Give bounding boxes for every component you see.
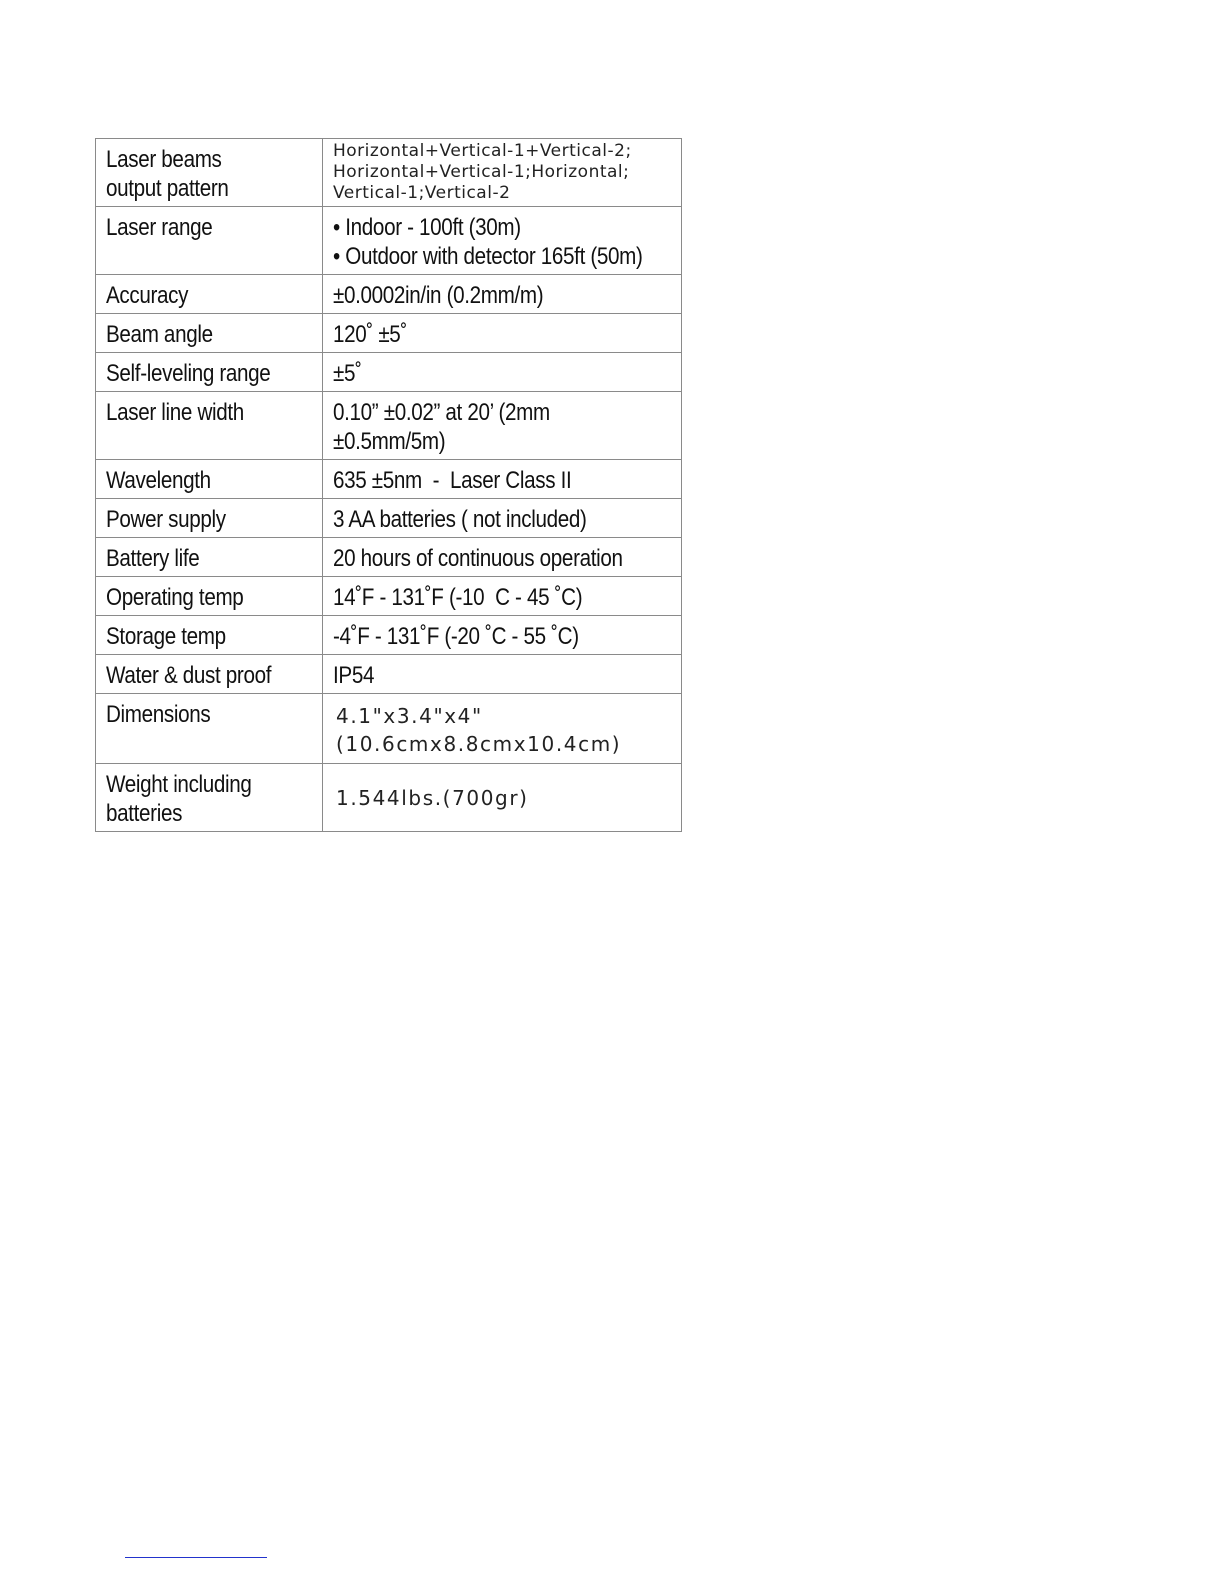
spec-label-text: Laser range: [106, 214, 213, 241]
spec-value-line: Horizontal+Vertical-1+Vertical-2;: [333, 141, 632, 161]
spec-label: [96, 392, 323, 460]
spec-table: [95, 138, 682, 832]
spec-label-text: Operating temp: [106, 584, 244, 611]
spec-row-laser-line-width: [96, 392, 682, 460]
spec-label-text: Accuracy: [106, 282, 189, 309]
spec-row-power-supply: [96, 499, 682, 538]
spec-label-text: Laser line width: [106, 399, 244, 426]
spec-value: [323, 460, 682, 499]
spec-label: [96, 655, 323, 694]
spec-value: [323, 353, 682, 392]
spec-label: [96, 139, 323, 207]
spec-row-accuracy: [96, 275, 682, 314]
spec-value-line: Vertical-1;Vertical-2: [333, 183, 511, 203]
spec-row-water-dust-proof: [96, 655, 682, 694]
spec-label-text: Power supply: [106, 506, 226, 533]
spec-label-text: Beam angle: [106, 321, 213, 348]
spec-row-self-leveling-range: [96, 353, 682, 392]
spec-row-beam-angle: [96, 314, 682, 353]
spec-value-text: ±0.0002in/in (0.2mm/m): [333, 282, 544, 309]
spec-value-text: 120˚ ±5˚: [333, 321, 407, 348]
spec-value: [323, 275, 682, 314]
spec-value-text: IP54: [333, 662, 375, 689]
spec-value: [323, 139, 682, 207]
spec-label: [96, 499, 323, 538]
spec-value-text: 14˚F - 131˚F (-10 C - 45 ˚C): [333, 584, 583, 611]
spec-value: [323, 764, 682, 832]
spec-label: [96, 577, 323, 616]
spec-value: [323, 207, 682, 275]
spec-row-weight-including-batteries: [96, 764, 682, 832]
spec-label-text: Self-leveling range: [106, 360, 271, 387]
spec-value-line: 0.10” ±0.02” at 20’ (2mm: [333, 399, 550, 426]
spec-value-line: • Outdoor with detector 165ft (50m): [333, 243, 643, 270]
spec-label: [96, 207, 323, 275]
spec-label-text: Wavelength: [106, 467, 211, 494]
spec-value: [323, 694, 682, 764]
spec-label: [96, 460, 323, 499]
spec-row-operating-temp: [96, 577, 682, 616]
spec-label: [96, 764, 323, 832]
spec-value-line: ±0.5mm/5m): [333, 428, 446, 455]
spec-value: [323, 499, 682, 538]
spec-value: [323, 616, 682, 655]
spec-row-storage-temp: [96, 616, 682, 655]
spec-value-text: 1.544lbs.(700gr): [336, 786, 529, 810]
spec-row-laser-beams-output-pattern: [96, 139, 682, 207]
spec-label: [96, 616, 323, 655]
spec-row-dimensions: [96, 694, 682, 764]
spec-label-line: output pattern: [106, 175, 229, 202]
spec-label: [96, 353, 323, 392]
spec-label: [96, 538, 323, 577]
spec-value-text: 20 hours of continuous operation: [333, 545, 623, 572]
spec-row-battery-life: [96, 538, 682, 577]
spec-label-text: Water & dust proof: [106, 662, 272, 689]
spec-value-line: 4.1"x3.4"x4": [336, 704, 483, 728]
spec-label: [96, 694, 323, 764]
spec-value-text: 3 AA batteries ( not included): [333, 506, 587, 533]
spec-value-text: 635 ±5nm - Laser Class II: [333, 467, 572, 494]
spec-value-line: • Indoor - 100ft (30m): [333, 214, 521, 241]
spec-label-line: Laser beams: [106, 146, 222, 173]
spec-label: [96, 275, 323, 314]
spec-row-wavelength: [96, 460, 682, 499]
spec-label-text: Battery life: [106, 545, 200, 572]
spec-value-line: (10.6cmx8.8cmx10.4cm): [336, 732, 622, 756]
spec-value: [323, 314, 682, 353]
spec-value: [323, 577, 682, 616]
spec-row-laser-range: [96, 207, 682, 275]
footer-link-underline[interactable]: [125, 1557, 267, 1558]
spec-label-text: Storage temp: [106, 623, 226, 650]
spec-value: [323, 538, 682, 577]
spec-value-text: ±5˚: [333, 360, 362, 387]
spec-value-line: Horizontal+Vertical-1;Horizontal;: [333, 162, 630, 182]
spec-label-line: Weight including: [106, 771, 252, 798]
spec-value-text: -4˚F - 131˚F (-20 ˚C - 55 ˚C): [333, 623, 579, 650]
spec-label-text: Dimensions: [106, 701, 211, 728]
spec-label: [96, 314, 323, 353]
spec-value: [323, 392, 682, 460]
spec-value: [323, 655, 682, 694]
spec-label-line: batteries: [106, 800, 183, 827]
